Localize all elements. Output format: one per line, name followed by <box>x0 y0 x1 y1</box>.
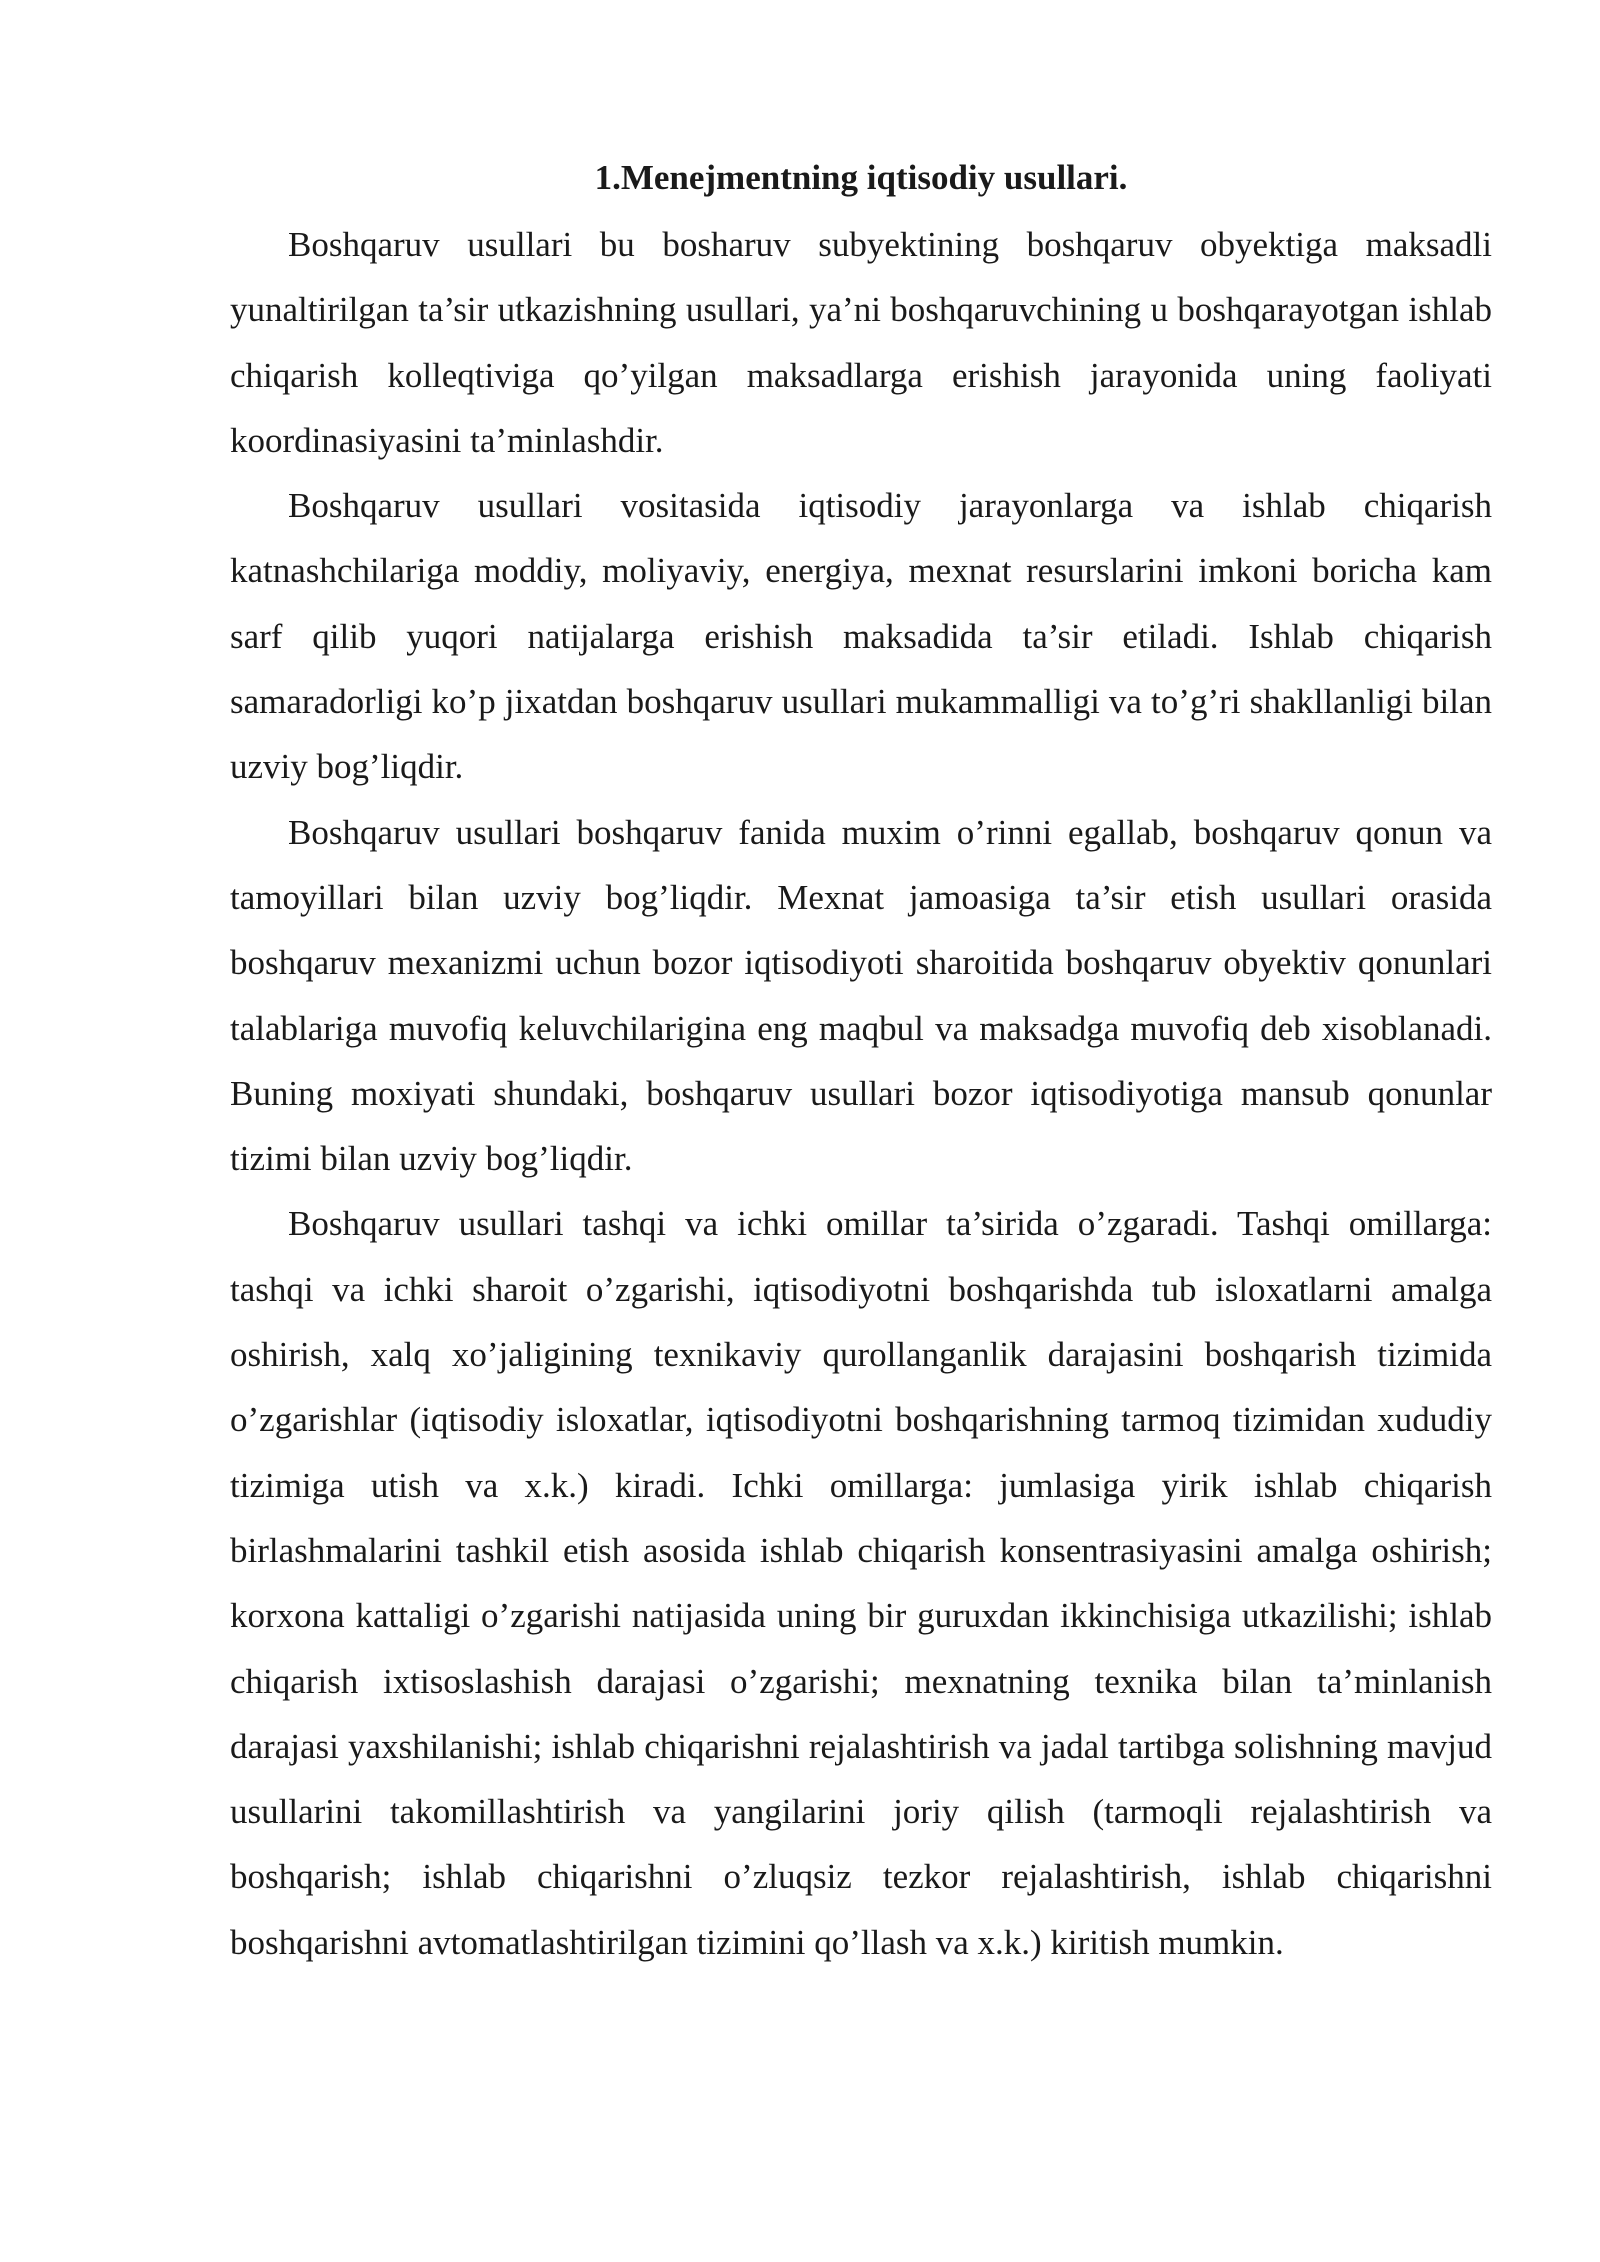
document-body <box>230 148 1492 1975</box>
paragraph-4: Boshqaruv usullari tashqi va ichki omillar ta’sirida o’zgaradi. Tashqi omillarga: tashqi va ichki sharoit o’zgarishi, iqtisodiyotni boshqarishda tub isloxatlarni amalga oshirish, xalq xo’jaligining texnikaviy qurollanganlik darajasini boshqarish tizimida o’zgarishlar (iqtisodiy isloxatlar, iqtisodiyotni boshqarishning tarmoq tizimidan xududiy tizimiga utish va x.k.) kiradi. Ichki omillarga: jumlasiga yirik ishlab chiqarish birlashmalarini tashkil etish asosida ishlab chiqarish konsentrasiyasini amalga oshirish; korxona kattaligi o’zgarishi natijasida uning bir guruxdan ikkinchisiga utkazilishi; ishlab chiqarish ixtisoslashish darajasi o’zgarishi; mexnatning texnika bilan ta’minlanish darajasi yaxshilanishi; ishlab chiqarishni rejalashtirish va jadal tartibga solishning mavjud usullarini takomillashtirish va yangilarini joriy qilish (tarmoqli rejalashtirish va boshqarish; ishlab chiqarishni o’zluqsiz tezkor rejalashtirish, ishlab chiqarishni boshqarishni avtomatlashtirilgan tizimini qo’llash va x.k.) kiritish mumkin. <box>230 1204 1492 1962</box>
paragraph-2: Boshqaruv usullari vositasida iqtisodiy jarayonlarga va ishlab chiqarish katnashchilariga moddiy, moliyaviy, energiya, mexnat resurslarini imkoni boricha kam sarf qilib yuqori natijalarga erishish maksadida ta’sir etiladi. Ishlab chiqarish samaradorligi ko’p jixatdan boshqaruv usullari mukammalligi va to’g’ri shakllanligi bilan uzviy bog’liqdir. <box>230 486 1492 787</box>
paragraph-1: Boshqaruv usullari bu bosharuv subyektining boshqaruv obyektiga maksadli yunaltirilgan ta’sir utkazishning usullari, ya’ni boshqaruvchining u boshqarayotgan ishlab chiqarish kolleqtiviga qo’yilgan maksadlarga erishish jarayonida uning faoliyati koordinasiyasini ta’minlashdir. <box>230 225 1492 460</box>
paragraph-3: Boshqaruv usullari boshqaruv fanida muxim o’rinni egallab, boshqaruv qonun va tamoyillari bilan uzviy bog’liqdir. Mexnat jamoasiga ta’sir etish usullari orasida boshqaruv mexanizmi uchun bozor iqtisodiyoti sharoitida boshqaruv obyektiv qonunlari talablariga muvofiq keluvchilariginа eng maqbul va maksadga muvofiq deb xisoblanadi. Buning moxiyati shundaki, boshqaruv usullari bozor iqtisodiyotiga mansub qonunlar tizimi bilan uzviy bog’liqdir. <box>230 812 1492 1179</box>
document-title: 1.Menejmentning iqtisodiy usullari. <box>594 158 1128 197</box>
